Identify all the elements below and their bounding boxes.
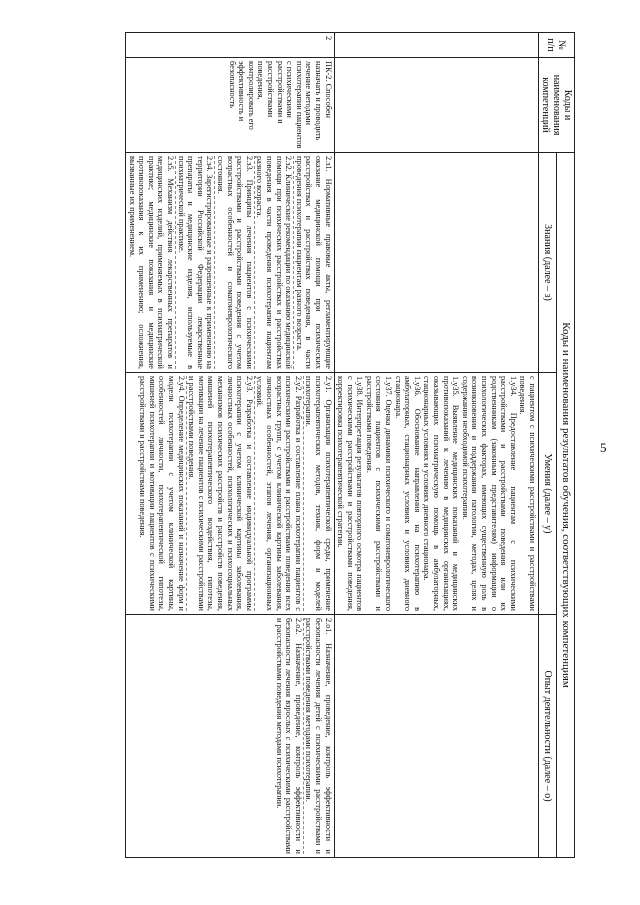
skill-item: 1.у38. Интерпретация результатов повторного осмотра пациентов с психическими расстройствами и расстройствами поведения, корректировка психотерапевтической стратегии. <box>336 376 365 611</box>
header-row-2 <box>539 33 557 858</box>
row1-skills <box>334 373 538 615</box>
skill-item: с пациентом с психическими расстройствами и расстройствами поведения. <box>518 376 537 611</box>
row1-competence <box>334 58 538 153</box>
knowledge-item: 2.з3. Принципы лечения пациентов с психическими расстройствами и расстройствами поведения с учетом возрастных особенностей и соматоневрологического состояния. <box>216 156 254 369</box>
page-number: 5 <box>600 440 607 455</box>
skill-item: 1.у37. Оценка динамики психического и соматоневрологического состояния пациентов с психическими расстройствами и расстройствами поведения. <box>364 376 394 611</box>
knowledge-item: 2.з5. Механизм действия лекарственных препаратов и медицинских изделий, применяемых в психиатрической практике; медицинские показания и медицинские противопоказания к их применению; осложнения, вызванные их применением. <box>127 156 176 369</box>
table-row <box>126 33 334 858</box>
row2-num: 2 <box>126 33 334 58</box>
row2-skills <box>126 373 334 615</box>
skill-item: 2.у2. Разработка и составление плана психотерапии пациентов с психическими расстройствами и расстройствами поведения всех возрастных групп, с учетом клинической картины заболевания, личностных особенностей, этапов лечения, организационных условий. <box>255 376 303 611</box>
item-divider <box>254 376 255 611</box>
skill-item: 2.у1. Организация психотерапевтической среды, применение психотерапевтических методов, техник, форм и моделей психотерапии. <box>304 376 333 611</box>
header-num: № п/п <box>539 33 575 58</box>
skill-item: 1.у36. Обоснование направления на психотерапию в амбулаторных, стационарных условиях и условиях дневного стационара. <box>393 376 422 611</box>
rotated-document <box>75 32 575 857</box>
table-row <box>334 33 538 858</box>
header-skills: Умения (далее – у) <box>539 373 557 615</box>
skill-item: 1.у34. Предоставление пациентам с психическими расстройствами и расстройствами поведения или их родственникам (законным представителям) информации о психологических факторах, имеющих существенную роль в возникновении и поддержании патологии, методах, целях и содержании необходимой психотерапии. <box>460 376 518 611</box>
row2-knowledge <box>126 153 334 373</box>
skill-item: 1.у35. Выявление медицинских показаний и медицинских противопоказаний к лечению в медицинских организациях, оказывающих психиатрическую помощь в амбулаторных, стационарных условиях и условиях дневного стационара. <box>422 376 461 611</box>
row1-experience <box>334 615 538 858</box>
header-experience: Опыт деятельности (далее – о) <box>539 615 557 858</box>
header-codes: Коды и наименования компетенций <box>539 58 575 153</box>
knowledge-item: 2.з1. Нормативные правовые акты, регламентирующие оказание медицинской помощи при психических расстройствах и расстройствах поведения, в части проведения психотерапии пациентам разного возраста. <box>294 156 333 369</box>
row1-knowledge <box>334 153 538 373</box>
competency-table <box>125 32 575 858</box>
row2-competence: ПК-2. Способен назначать и проводить лечение методами психотерапии пациентов с психическими расстройствами и расстройствами поведения, контролировать его эффективность и безопасность <box>126 58 334 153</box>
row2-experience <box>126 615 334 858</box>
row1-num <box>334 33 538 58</box>
knowledge-item: 2.з2. Клинические рекомендации по оказанию медицинской помощи при психических расстройствах и расстройствах поведения в части проведения психотерапии пациентам разного возраста. <box>255 156 294 369</box>
header-knowledge: Знания (далее – з) <box>539 153 557 373</box>
experience-item: 2.о1. Назначение, проведение, контроль эффективности и безопасности лечения детей с психическими расстройствами и расстройствами поведения методами психотерапии. <box>304 618 333 854</box>
skill-item: 2.у4. Определение медицинских показаний и назначение форм и модели психотерапии с учетом клинической картины, особенностей личности, психотерапевтической гипотезы, мишеней психотерапии и мотивации пациентов с психическими расстройствами и расстройствами поведения. <box>138 376 186 611</box>
experience-item: 2.о2. Назначение, проведение, контроль эффективности и безопасности лечения взрослых с психическими расстройствами и расстройствами поведения методами психотерапии. <box>274 618 303 854</box>
skill-item: 2.у3. Разработка и составление индивидуальной программы психотерапии с учетом клинической картины заболевания, личностных особенностей, психологических и психосоциальных механизмов психических расстройств и расстройств поведения, мишеней психотерапевтического воздействия, гипотезы, мотивации на лечение пациентов с психическими расстройствами и расстройствами поведения. <box>187 376 254 611</box>
knowledge-item: 2.з4. Зарегистрированные и разрешенные к применению на территории Российской Федерации лекарственные препараты и медицинские изделия, используемые в психиатрической практике. <box>176 156 215 369</box>
header-group: Коды и наименования результатов обучения, соответствующих компетенциям <box>557 153 575 858</box>
header-row-1 <box>557 33 575 858</box>
